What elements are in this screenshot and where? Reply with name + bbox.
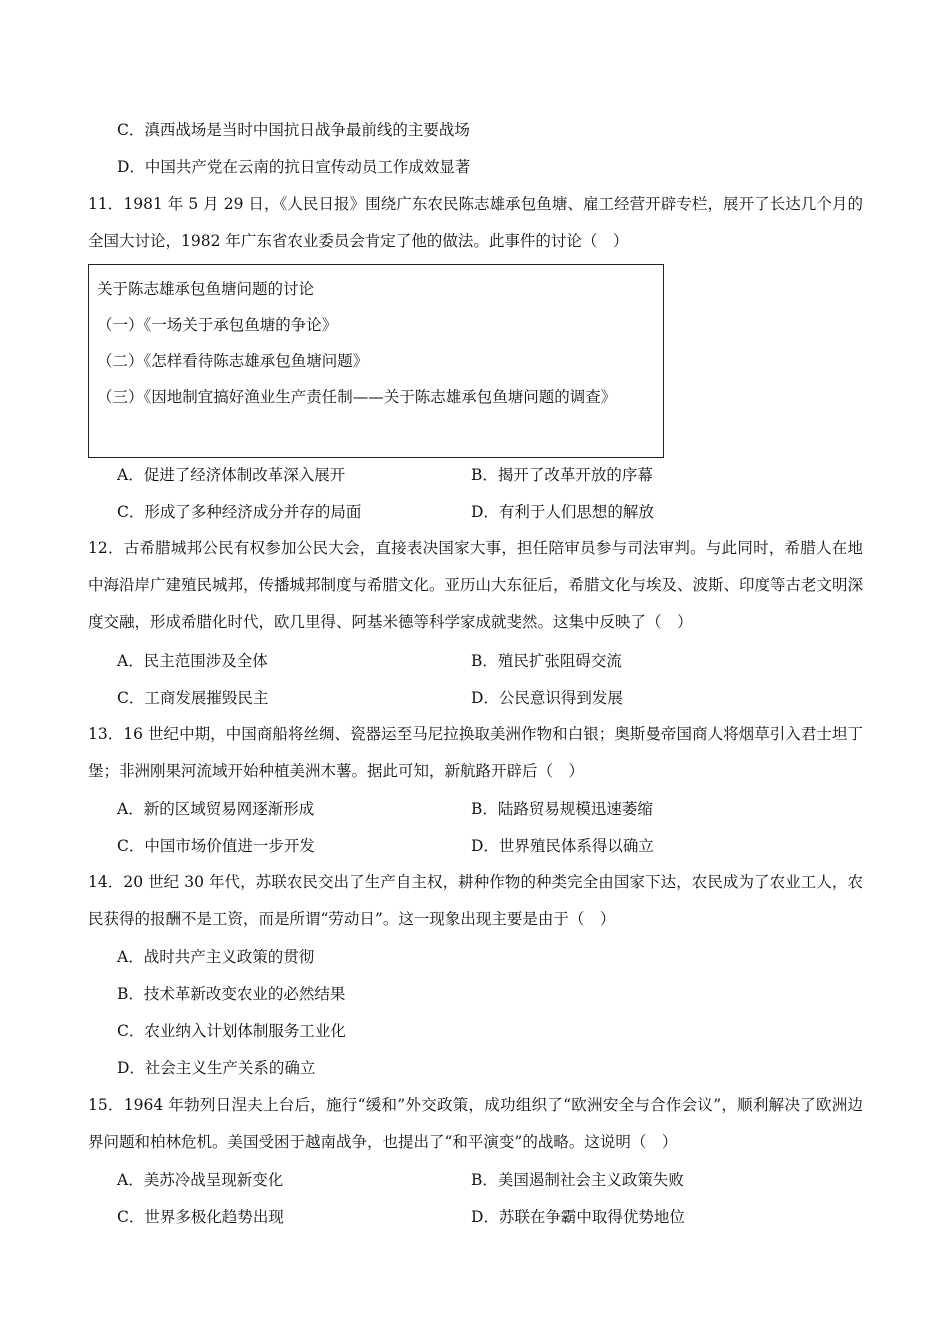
- q13-option-c[interactable]: C．中国市场价值进一步开发: [117, 837, 315, 855]
- q15-option-d[interactable]: D．苏联在争霸中取得优势地位: [471, 1208, 685, 1226]
- material-item: （一）《一场关于承包鱼塘的争论》: [97, 316, 338, 334]
- material-item: （三）《因地制宜搞好渔业生产责任制——关于陈志雄承包鱼塘问题的调查》: [97, 388, 617, 406]
- q14-option-c[interactable]: C．农业纳入计划体制服务工业化: [117, 1022, 346, 1040]
- question-11-material-box: [88, 264, 664, 458]
- prev-option-c: C．滇西战场是当时中国抗日战争最前线的主要战场: [117, 121, 470, 139]
- q15-option-a[interactable]: A．美苏冷战呈现新变化: [117, 1171, 284, 1189]
- q15-option-b[interactable]: B．美国遏制社会主义政策失败: [471, 1171, 684, 1189]
- q14-option-a[interactable]: A．战时共产主义政策的贯彻: [117, 948, 315, 966]
- question-12-stem: 12．古希腊城邦公民有权参加公民大会，直接表决国家大事，担任陪审员参与司法审判。与此同时，希腊人在地中海沿岸广建殖民城邦，传播城邦制度与希腊文化。亚历山大东征后，希腊文化与埃及、波斯、印度等古老文明深度交融，形成希腊化时代，欧几里得、阿基米德等科学家成就斐然。这集中反映了（ ）: [88, 539, 864, 631]
- q15-option-c[interactable]: C．世界多极化趋势出现: [117, 1208, 284, 1226]
- q11-option-b[interactable]: B．揭开了改革开放的序幕: [471, 466, 653, 484]
- q12-option-c[interactable]: C．工商发展摧毁民主: [117, 689, 269, 707]
- prev-option-d: D．中国共产党在云南的抗日宣传动员工作成效显著: [117, 158, 471, 176]
- q14-option-d[interactable]: D．社会主义生产关系的确立: [117, 1059, 316, 1077]
- q11-option-d[interactable]: D．有利于人们思想的解放: [471, 503, 654, 521]
- q12-option-d[interactable]: D．公民意识得到发展: [471, 689, 623, 707]
- q11-option-a[interactable]: A．促进了经济体制改革深入展开: [117, 466, 346, 484]
- material-title: 关于陈志雄承包鱼塘问题的讨论: [97, 280, 315, 298]
- question-13-stem: 13．16 世纪中期，中国商船将丝绸、瓷器运至马尼拉换取美洲作物和白银；奥斯曼帝国商人将烟草引入君士坦丁堡；非洲刚果河流域开始种植美洲木薯。据此可知，新航路开辟后（ ）: [88, 725, 863, 780]
- q14-option-b[interactable]: B．技术革新改变农业的必然结果: [117, 985, 346, 1003]
- q12-option-a[interactable]: A．民主范围涉及全体: [117, 652, 268, 670]
- q13-option-b[interactable]: B．陆路贸易规模迅速萎缩: [471, 800, 653, 818]
- question-11-stem: 11．1981 年 5 月 29 日，《人民日报》围绕广东农民陈志雄承包鱼塘、雇工经营开辟专栏，展开了长达几个月的全国大讨论，1982 年广东省农业委员会肯定了他的做法。此事件的讨论（ ）: [88, 195, 863, 250]
- q13-option-d[interactable]: D．世界殖民体系得以确立: [471, 837, 654, 855]
- q12-option-b[interactable]: B．殖民扩张阻碍交流: [471, 652, 622, 670]
- question-15-stem: 15．1964 年勃列日涅夫上台后，施行“缓和”外交政策，成功组织了“欧洲安全与合作会议”，顺利解决了欧洲边界问题和柏林危机。美国受困于越南战争，也提出了“和平演变”的战略。这说明（ ）: [88, 1096, 863, 1151]
- q11-option-c[interactable]: C．形成了多种经济成分并存的局面: [117, 503, 362, 521]
- material-item: （二）《怎样看待陈志雄承包鱼塘问题》: [97, 352, 369, 370]
- question-14-stem: 14．20 世纪 30 年代，苏联农民交出了生产自主权，耕种作物的种类完全由国家下达，农民成为了农业工人，农民获得的报酬不是工资，而是所谓“劳动日”。这一现象出现主要是由于（ ）: [88, 873, 863, 928]
- q13-option-a[interactable]: A．新的区域贸易网逐渐形成: [117, 800, 315, 818]
